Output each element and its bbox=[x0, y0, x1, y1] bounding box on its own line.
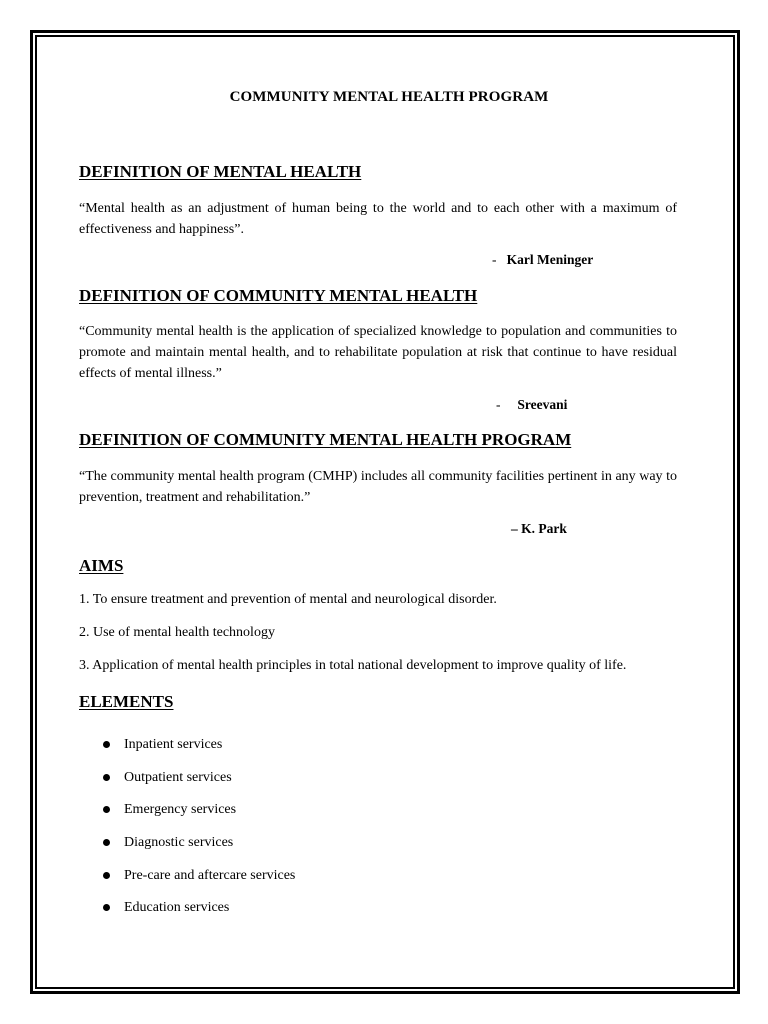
element-label: Outpatient services bbox=[124, 770, 232, 785]
attribution-name: – K. Park bbox=[511, 521, 567, 536]
aim-item: 1. To ensure treatment and prevention of mental and neurological disorder. bbox=[79, 592, 497, 607]
element-label: Inpatient services bbox=[124, 737, 223, 752]
section-heading-community-mental-health-program: DEFINITION OF COMMUNITY MENTAL HEALTH PROGRAM bbox=[79, 430, 572, 449]
attribution-karl-meninger bbox=[492, 252, 593, 268]
bullet-icon bbox=[103, 741, 110, 748]
bullet-icon bbox=[103, 806, 110, 813]
section-heading-mental-health: DEFINITION OF MENTAL HEALTH bbox=[79, 162, 362, 181]
bullet-icon bbox=[103, 872, 110, 879]
section-heading-community-mental-health: DEFINITION OF COMMUNITY MENTAL HEALTH bbox=[79, 286, 478, 305]
section-heading-elements: ELEMENTS bbox=[79, 692, 174, 711]
attribution-dash: - bbox=[496, 397, 501, 412]
element-label: Education services bbox=[124, 900, 230, 915]
definition-quote-cmhp: “The community mental health program (CMHP) includes all community facilities pertinent in any way to prevention, treatment and rehabilitation.” bbox=[79, 469, 677, 505]
definition-quote-mental-health: “Mental health as an adjustment of human being to the world and to each other with a maximum of effectiveness and happiness”. bbox=[79, 201, 677, 237]
attribution-sreevani bbox=[496, 397, 567, 413]
element-list-item bbox=[103, 868, 295, 884]
element-label: Pre-care and aftercare services bbox=[124, 868, 296, 883]
element-list-item bbox=[103, 737, 222, 753]
definition-quote-community-mental-health: “Community mental health is the application of specialized knowledge to population and communities to promote and maintain mental health, and to rehabilitate population at risk that continue to have residual effects of mental illness.” bbox=[79, 324, 677, 381]
attribution-name: Sreevani bbox=[517, 397, 568, 412]
element-label: Diagnostic services bbox=[124, 835, 234, 850]
element-list-item bbox=[103, 900, 229, 916]
section-heading-aims: AIMS bbox=[79, 556, 124, 575]
attribution-name: Karl Meninger bbox=[506, 252, 594, 267]
aim-item: 3. Application of mental health principles in total national development to improve quality of life. bbox=[79, 658, 627, 673]
element-list-item bbox=[103, 770, 232, 786]
element-list-item bbox=[103, 802, 236, 818]
bullet-icon bbox=[103, 839, 110, 846]
document-title: COMMUNITY MENTAL HEALTH PROGRAM bbox=[229, 89, 549, 105]
bullet-icon bbox=[103, 904, 110, 911]
element-label: Emergency services bbox=[124, 802, 237, 817]
element-list-item bbox=[103, 835, 233, 851]
aim-item: 2. Use of mental health technology bbox=[79, 625, 275, 640]
bullet-icon bbox=[103, 774, 110, 781]
attribution-k-park bbox=[511, 521, 567, 537]
attribution-dash: - bbox=[492, 252, 497, 267]
